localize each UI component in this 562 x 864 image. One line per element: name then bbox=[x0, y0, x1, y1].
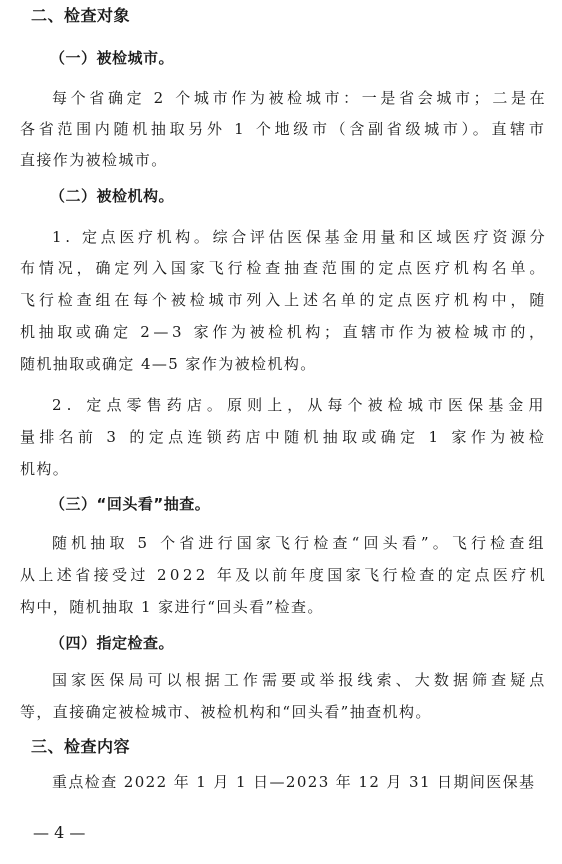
paragraph-line: 国家医保局可以根据工作需要或举报线索、大数据筛查疑点 bbox=[52, 671, 549, 689]
paragraph-line: 构中，随机抽取 1 家进行“回头看”检查。 bbox=[20, 598, 324, 616]
subheading-designated-check: （四）指定检查。 bbox=[50, 634, 175, 652]
paragraph-line: 随机抽取 5 个省进行国家飞行检查“回头看”。飞行检查组 bbox=[52, 534, 548, 552]
paragraph-line: 随机抽取或确定 4—5 家作为被检机构。 bbox=[20, 355, 317, 373]
section-heading-inspection-targets: 二、检查对象 bbox=[31, 6, 131, 25]
paragraph-line: 布情况，确定列入国家飞行检查抽查范围的定点医疗机构名单。 bbox=[20, 259, 549, 277]
paragraph-line: 机抽取或确定 2—3 家作为被检机构；直辖市作为被检城市的， bbox=[20, 323, 548, 341]
subheading-inspected-institutions: （二）被检机构。 bbox=[50, 187, 175, 205]
paragraph-line: 飞行检查组在每个被检城市列入上述名单的定点医疗机构中，随 bbox=[20, 291, 549, 309]
paragraph-line: 每个省确定 2 个城市作为被检城市：一是省会城市；二是在 bbox=[52, 89, 549, 107]
paragraph-line: 1. 定点医疗机构。综合评估医保基金用量和区域医疗资源分 bbox=[52, 228, 549, 246]
paragraph-line: 直接作为被检城市。 bbox=[20, 151, 168, 169]
paragraph-line: 各省范围内随机抽取另外 1 个地级市（含副省级城市）。直辖市 bbox=[20, 120, 548, 138]
subheading-lookback-check: （三）“回头看”抽查。 bbox=[50, 495, 211, 513]
subheading-inspected-cities: （一）被检城市。 bbox=[50, 49, 175, 67]
page-number: — 4 — bbox=[33, 823, 86, 842]
paragraph-line: 量排名前 3 的定点连锁药店中随机抽取或确定 1 家作为被检 bbox=[20, 428, 549, 446]
paragraph-line: 等，直接确定被检城市、被检机构和“回头看”抽查机构。 bbox=[20, 703, 432, 721]
paragraph-line: 机构。 bbox=[20, 460, 70, 478]
section-heading-inspection-content: 三、检查内容 bbox=[31, 737, 131, 756]
paragraph-line: 从上述省接受过 2022 年及以前年度国家飞行检查的定点医疗机 bbox=[20, 566, 549, 584]
paragraph-line: 重点检查 2022 年 1 月 1 日—2023 年 12 月 31 日期间医保基 bbox=[52, 773, 536, 791]
paragraph-line: 2. 定点零售药店。原则上，从每个被检城市医保基金用 bbox=[52, 396, 549, 414]
